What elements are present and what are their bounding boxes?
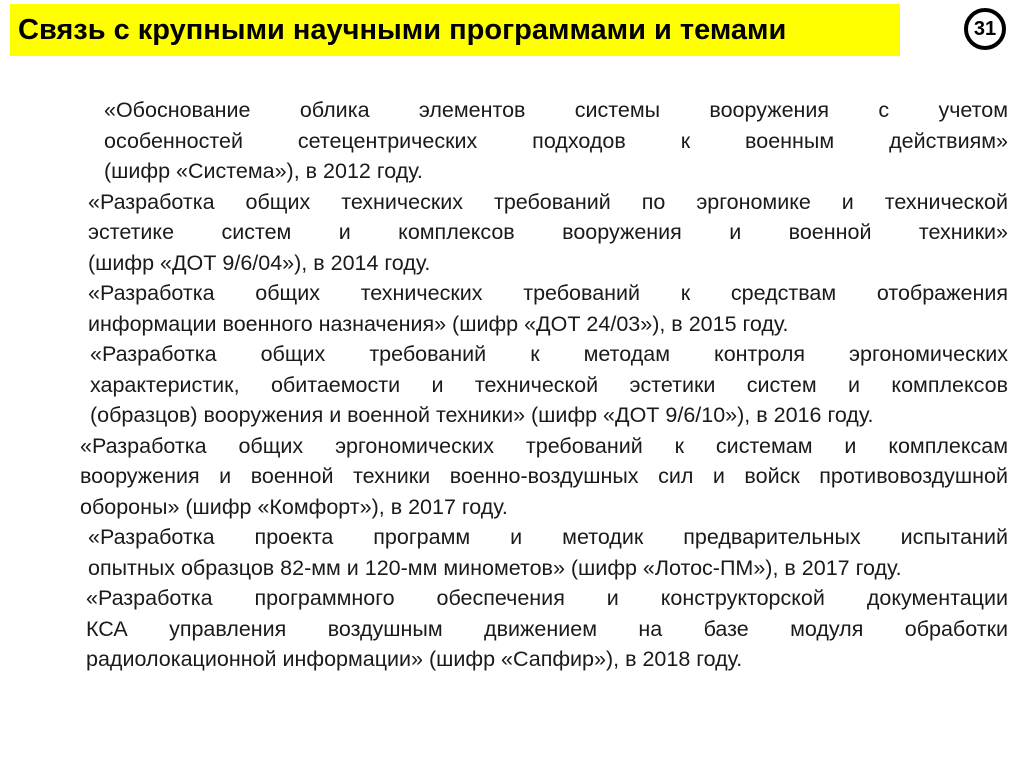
slide-number-badge <box>964 8 1006 50</box>
program-item <box>8 339 1008 431</box>
program-line: информации военного назначения» (шифр «ДОТ 24/03»), в 2015 году. <box>88 311 789 336</box>
program-line: опытных образцов 82-мм и 120-мм минометов» (шифр «Лотос-ПМ»), в 2017 году. <box>88 555 902 580</box>
program-item <box>8 187 1008 279</box>
program-item <box>8 278 1008 339</box>
program-line: «Разработка проекта программ и методик предварительных испытаний <box>88 525 1008 549</box>
slide-title: Связь с крупными научными программами и темами <box>18 13 787 46</box>
program-line: характеристик, обитаемости и технической эстетики систем и комплексов <box>90 372 1008 397</box>
slide-number: 31 <box>973 17 997 40</box>
program-line: обороны» (шифр «Комфорт»), в 2017 году. <box>80 494 508 519</box>
program-line: «Разработка общих технических требований по эргономике и технической <box>88 189 1008 214</box>
program-line: «Разработка общих требований к методам контроля эргономических <box>90 342 1008 366</box>
program-item <box>8 431 1008 523</box>
program-line: (шифр «Система»), в 2012 году. <box>104 159 423 183</box>
title-banner <box>10 4 900 56</box>
program-line: эстетике систем и комплексов вооружения и военной техники» <box>88 220 1008 244</box>
program-line: «Разработка общих технических требований к средствам отображения <box>88 281 1008 305</box>
program-list <box>8 95 1008 675</box>
program-line: КСА управления воздушным движением на базе модуля обработки <box>86 616 1008 641</box>
program-item <box>8 522 1008 583</box>
program-line: радиолокационной информации» (шифр «Сапфир»), в 2018 году. <box>86 647 743 671</box>
program-line: (шифр «ДОТ 9/6/04»), в 2014 году. <box>88 250 431 275</box>
program-item <box>8 583 1008 675</box>
program-line: «Обоснование облика элементов системы вооружения с учетом <box>104 98 1008 122</box>
program-line: (образцов) вооружения и военной техники» (шифр «ДОТ 9/6/10»), в 2016 году. <box>90 403 874 427</box>
program-item <box>8 95 1008 187</box>
program-line: вооружения и военной техники военно-воздушных сил и войск противовоздушной <box>80 464 1008 488</box>
program-line: особенностей сетецентрических подходов к военным действиям» <box>104 128 1008 153</box>
program-line: «Разработка программного обеспечения и конструкторской документации <box>86 586 1008 610</box>
program-line: «Разработка общих эргономических требований к системам и комплексам <box>80 433 1008 458</box>
